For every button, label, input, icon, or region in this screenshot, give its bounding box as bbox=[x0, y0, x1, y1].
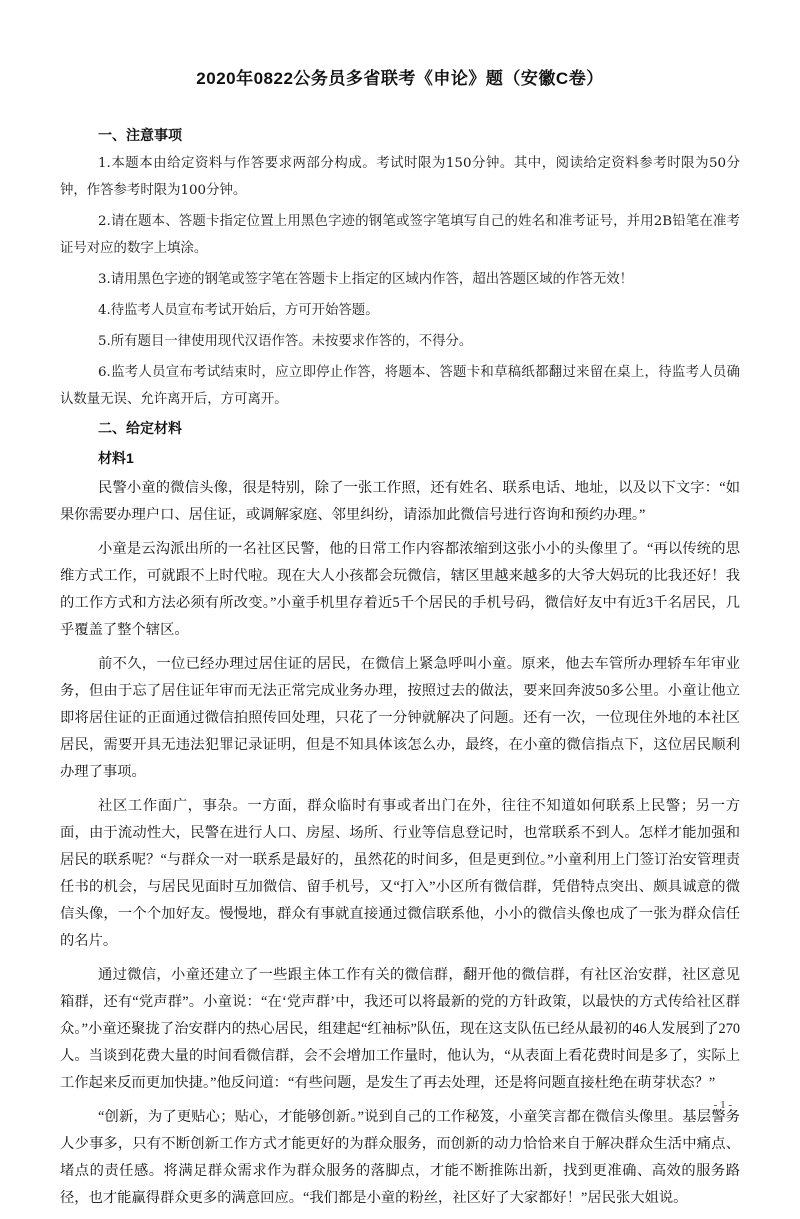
notice-item-1: 1.本题本由给定资料与作答要求两部分构成。考试时限为150分钟。其中，阅读给定资料参考时限为50分钟，作答参考时限为100分钟。 bbox=[60, 156, 740, 198]
section-heading-notices: 一、注意事项 bbox=[98, 127, 182, 143]
material-paragraph-4: 社区工作面广，事杂。一方面，群众临时有事或者出门在外，往往不知道如何联系上民警；另一方面，由于流动性大，民警在进行人口、房屋、场所、行业等信息登记时，也常联系不到人。怎样才能加强和居民的联系呢？“与群众一对一联系是最好的，虽然花的时间多，但是更到位。”小童利用上门签订治安管理责任书的机会，与居民见面时互加微信、留手机号，又“打入”小区所有微信群，凭借特点突出、颇具诚意的微信头像，一个个加好友。慢慢地，群众有事就直接通过微信联系他，小小的微信头像也成了一张为群众信任的名片。 bbox=[60, 798, 740, 949]
material-paragraph-5: 通过微信，小童还建立了一些跟主体工作有关的微信群，翻开他的微信群，有社区治安群，社区意见箱群，还有“党声群”。小童说：“在‘党声群’中，我还可以将最新的党的方针政策，以最快的方式传给社区群众。”小童还聚拢了治安群内的热心居民，组建起“红袖标”队伍，现在这支队伍已经从最初的46人发展到了270人。当谈到花费大量的时间看微信群，会不会增加工作量时，他认为，“从表面上看花费时间是多了，实际上工作起来反而更加快捷。”他反问道：“有些问题，是发生了再去处理，还是将问题直接杜绝在萌芽状态？” bbox=[60, 967, 740, 1091]
document-title: 2020年0822公务员多省联考《申论》题（安徽C卷） bbox=[196, 69, 604, 88]
notice-item-2: 2.请在题本、答题卡指定位置上用黑色字迹的钢笔或签字笔填写自己的姓名和准考证号，并用2B铅笔在准考证号对应的数字上填涂。 bbox=[60, 214, 740, 256]
section-heading-materials: 二、给定材料 bbox=[98, 420, 182, 436]
document-body bbox=[60, 124, 740, 1219]
material-label: 材料1 bbox=[98, 450, 134, 466]
material-paragraph-6: “创新，为了更贴心；贴心，才能够创新。”说到自己的工作秘笈，小童笑言都在微信头像里。基层警务人少事多，只有不断创新工作方式才能更好的为群众服务，而创新的动力恰恰来自于解决群众生活中痛点、堵点的责任感。将满足群众需求作为群众服务的落脚点，才能不断推陈出新，找到更准确、高效的服务路径，也才能赢得群众更多的满意回应。“我们都是小童的粉丝，社区好了大家都好！”居民张大姐说。 bbox=[60, 1109, 740, 1206]
material-paragraph-2: 小童是云沟派出所的一名社区民警，他的日常工作内容都浓缩到这张小小的头像里了。“再以传统的思维方式工作，可就跟不上时代啦。现在大人小孩都会玩微信，辖区里越来越多的大爷大妈玩的比我还好！我的工作方式和方法必须有所改变。”小童手机里存着近5千个居民的手机号码，微信好友中有近3千名居民，几乎覆盖了整个辖区。 bbox=[60, 541, 740, 638]
notice-item-5: 5.所有题目一律使用现代汉语作答。未按要求作答的，不得分。 bbox=[98, 334, 473, 349]
page-number: - 1 - bbox=[713, 1099, 732, 1111]
notice-item-4: 4.待监考人员宣布考试开始后，方可开始答题。 bbox=[98, 303, 379, 318]
notice-item-3: 3.请用黑色字迹的钢笔或签字笔在答题卡上指定的区域内作答，超出答题区域的作答无效！ bbox=[98, 272, 634, 287]
material-paragraph-3: 前不久，一位已经办理过居住证的居民，在微信上紧急呼叫小童。原来，他去车管所办理轿车年审业务，但由于忘了居住证年审而无法正常完成业务办理，按照过去的做法，要来回奔波50多公里。小童让他立即将居住证的正面通过微信拍照传回处理，只花了一分钟就解决了问题。还有一次，一位现住外地的本社区居民，需要开具无违法犯罪记录证明，但是不知具体该怎么办，最终，在小童的微信指点下，这位居民顺利办理了事项。 bbox=[60, 656, 740, 780]
material-paragraph-1: 民警小童的微信头像，很是特别，除了一张工作照，还有姓名、联系电话、地址，以及以下文字：“如果你需要办理户口、居住证，或调解家庭、邻里纠纷，请添加此微信号进行咨询和预约办理。” bbox=[60, 480, 740, 523]
notice-item-6: 6.监考人员宣布考试结束时，应立即停止作答，将题本、答题卡和草稿纸都翻过来留在桌上，待监考人员确认数量无误、允许离开后，方可离开。 bbox=[60, 365, 740, 407]
